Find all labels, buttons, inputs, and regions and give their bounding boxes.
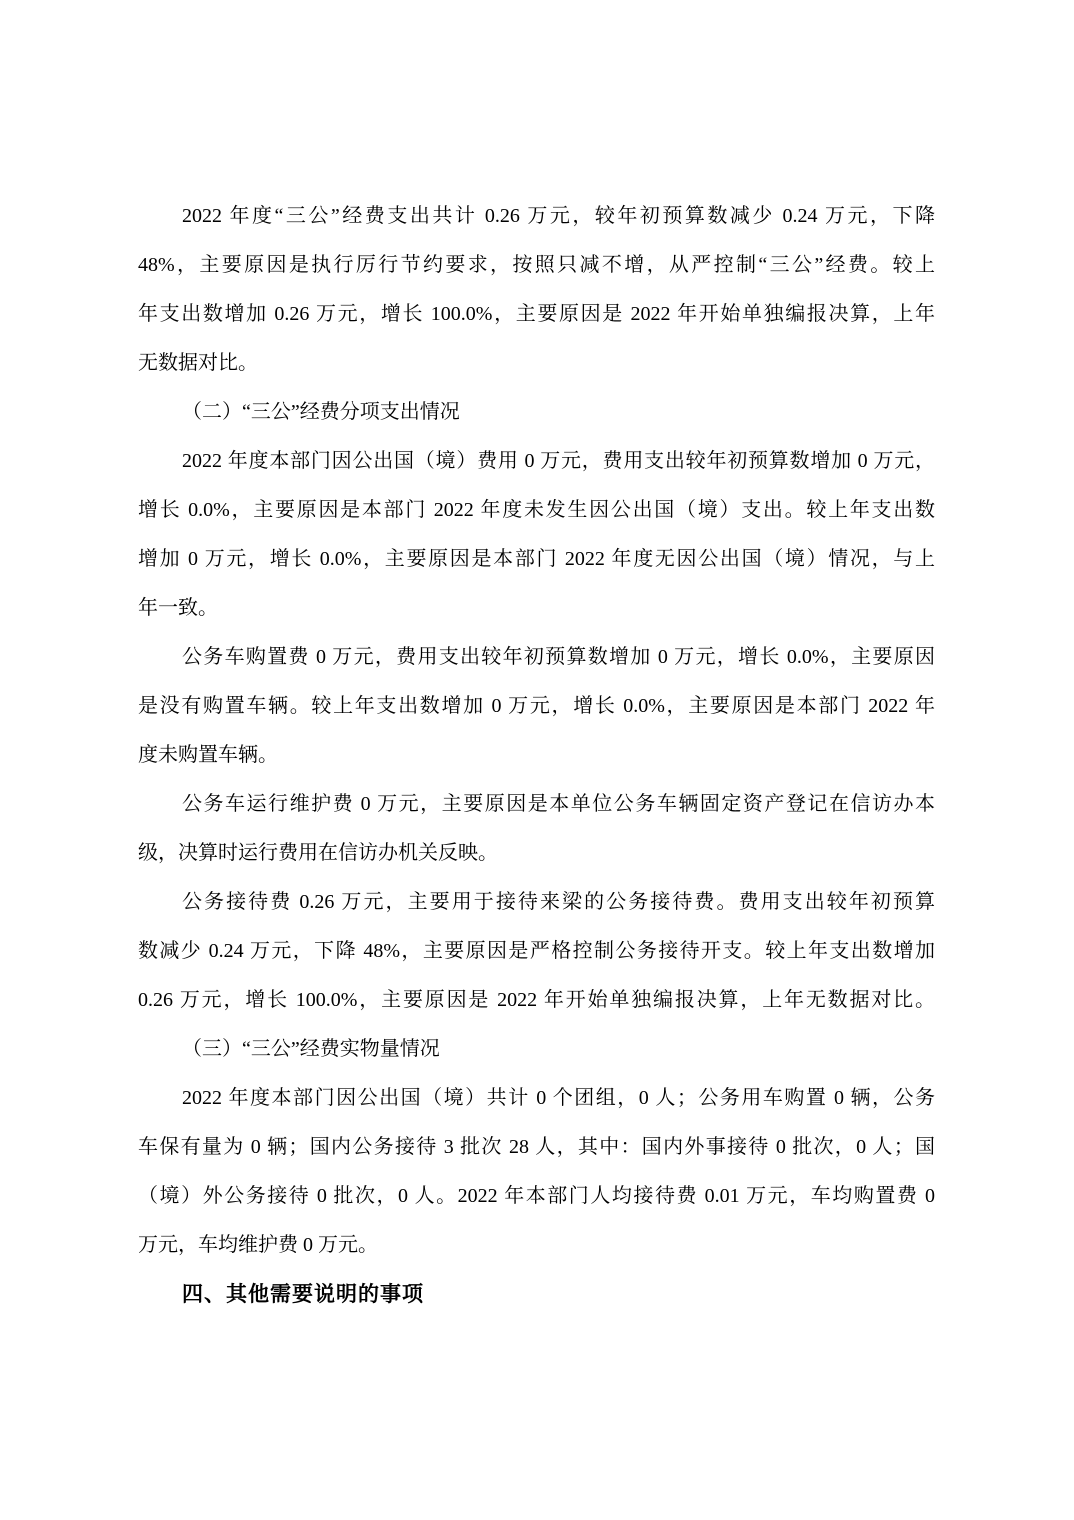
text-line: 48%，主要原因是执行厉行节约要求，按照只减不增，从严控制“三公”经费。较上: [138, 254, 935, 276]
text-line: （三）“三公”经费实物量情况: [182, 1038, 440, 1060]
text-line: 2022 年度“三公”经费支出共计 0.26 万元，较年初预算数减少 0.24 万元，下降: [182, 205, 935, 227]
text-line: 是没有购置车辆。较上年支出数增加 0 万元，增长 0.0%，主要原因是本部门 2022 年: [138, 695, 935, 717]
text-line: 2022 年度本部门因公出国（境）费用 0 万元，费用支出较年初预算数增加 0 万元，: [182, 450, 935, 472]
text-line: 无数据对比。: [138, 352, 258, 374]
text-line: 2022 年度本部门因公出国（境）共计 0 个团组，0 人；公务用车购置 0 辆，公务: [182, 1087, 935, 1109]
section-heading: 四、其他需要说明的事项: [182, 1283, 424, 1306]
text-line: （境）外公务接待 0 批次，0 人。2022 年本部门人均接待费 0.01 万元，车均购置费 0: [138, 1185, 935, 1207]
text-line: 度未购置车辆。: [138, 744, 278, 766]
text-line: 数减少 0.24 万元，下降 48%，主要原因是严格控制公务接待开支。较上年支出数增加: [138, 940, 935, 962]
text-line: 公务车运行维护费 0 万元，主要原因是本单位公务车辆固定资产登记在信访办本: [182, 793, 935, 815]
text-line: 公务车购置费 0 万元，费用支出较年初预算数增加 0 万元，增长 0.0%，主要原因: [182, 646, 935, 668]
text-line: 0.26 万元，增长 100.0%，主要原因是 2022 年开始单独编报决算，上年无数据对比。: [138, 989, 935, 1011]
text-line: 年一致。: [138, 597, 218, 619]
text-line: 级，决算时运行费用在信访办机关反映。: [138, 842, 498, 864]
text-line: 车保有量为 0 辆；国内公务接待 3 批次 28 人，其中：国内外事接待 0 批次，0 人；国: [138, 1136, 935, 1158]
text-line: 年支出数增加 0.26 万元，增长 100.0%，主要原因是 2022 年开始单独编报决算，上年: [138, 303, 935, 325]
text-line: 公务接待费 0.26 万元，主要用于接待来梁的公务接待费。费用支出较年初预算: [182, 891, 935, 913]
text-line: （二）“三公”经费分项支出情况: [182, 401, 460, 423]
text-line: 万元，车均维护费 0 万元。: [138, 1234, 378, 1256]
text-line: 增加 0 万元，增长 0.0%，主要原因是本部门 2022 年度无因公出国（境）情况，与上: [138, 548, 935, 570]
text-line: 增长 0.0%，主要原因是本部门 2022 年度未发生因公出国（境）支出。较上年支出数: [138, 499, 935, 521]
